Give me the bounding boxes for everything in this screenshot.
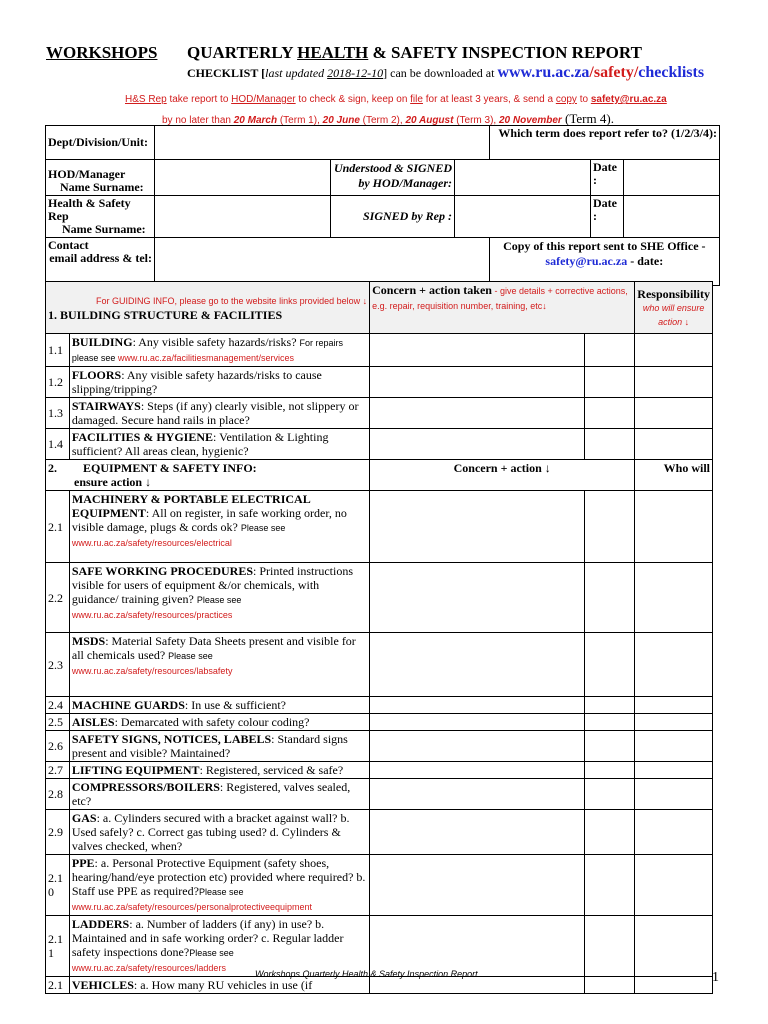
concern-cell[interactable] (370, 731, 585, 762)
inspection-checklist-table (45, 281, 713, 994)
item-text: : Steps (if any) clearly visible, not slippery or damaged. Secure hand rails in place? (71, 399, 359, 427)
action-cell[interactable] (585, 398, 635, 429)
checklist-updated-label: last updated (265, 66, 328, 80)
checklist-row (46, 855, 713, 916)
responsibility-cell[interactable] (635, 714, 713, 731)
action-cell[interactable] (585, 810, 635, 855)
checklist-row (46, 633, 713, 697)
item-number: 2.9 (46, 810, 70, 855)
item-description (69, 855, 369, 916)
rep-label (46, 196, 155, 238)
item-text: : a. Number of ladders (if any) in use? b. Maintained and in safe working order? c. Regular ladder safety inspections done? (71, 917, 344, 959)
item-number: 1.3 (46, 398, 70, 429)
copy-email-link[interactable]: safety@ru.ac.za (545, 254, 628, 268)
item-title: PPE (71, 856, 95, 870)
item-description (69, 334, 369, 367)
item-title: FACILITIES & HYGIENE (71, 430, 214, 444)
item-description (69, 563, 369, 633)
checklist-prefix: CHECKLIST [ (187, 66, 266, 80)
action-cell[interactable] (585, 977, 635, 994)
checklist-row (46, 398, 713, 429)
item-text: : In use & sufficient? (184, 698, 286, 712)
contact-label-a: Contact (48, 238, 89, 252)
item-description (69, 697, 369, 714)
note-hs-rep: H&S Rep (125, 94, 167, 105)
concern-cell[interactable] (370, 563, 585, 633)
responsibility-cell[interactable] (635, 491, 713, 563)
action-cell[interactable] (585, 731, 635, 762)
item-number: 2.3 (46, 633, 70, 697)
checklist-row (46, 367, 713, 398)
item-note: For repairs please see (71, 338, 344, 363)
concern-cell[interactable] (370, 779, 585, 810)
hod-signed-label: Understood & SIGNED by HOD/Manager: (331, 160, 455, 196)
concern-cell[interactable] (370, 810, 585, 855)
item-text: : Registered, valves sealed, etc? (71, 780, 351, 808)
rep-label-a: Health & Safety Rep (48, 196, 131, 223)
item-title: LADDERS (71, 917, 130, 931)
item-number: 2.1 1 (46, 916, 70, 977)
item-text: : Printed instructions visible for users of equipment &/or chemicals, with guidance/ training given? (71, 564, 354, 606)
page-footer: Workshops Quarterly Health & Safety Inspection Report (255, 969, 478, 979)
checklist-row (46, 916, 713, 977)
concern-title: Concern + action taken (372, 283, 492, 297)
action-cell[interactable] (585, 633, 635, 697)
concern-cell[interactable] (370, 697, 585, 714)
concern-cell[interactable] (370, 429, 585, 460)
item-description (69, 810, 369, 855)
item-description (69, 762, 369, 779)
section2-header (46, 460, 370, 491)
term-label: Which term does report refer to? (1/2/3/4): (489, 126, 719, 160)
section2-who: Who will (635, 460, 713, 491)
checklist-row (46, 762, 713, 779)
item-note: Please see (168, 651, 213, 661)
item-title: AISLES (71, 715, 115, 729)
item-link[interactable]: www.ru.ac.za/facilitiesmanagement/services (117, 353, 294, 363)
item-note: Please see (240, 523, 286, 533)
item-text: : All on register, in safe working order, no visible damage, plugs & cords ok? (71, 506, 347, 534)
hod-signature-field[interactable] (455, 160, 591, 196)
item-title: VEHICLES (71, 978, 134, 992)
item-note: Please see (189, 948, 234, 958)
checklist-suffix: ] can be downloaded at (383, 66, 498, 80)
item-title: FLOORS (71, 368, 122, 382)
item-note: Please see (196, 595, 242, 605)
checklist-line (187, 64, 704, 82)
item-description (69, 916, 369, 977)
concern-cell[interactable] (370, 334, 585, 367)
action-cell[interactable] (585, 563, 635, 633)
responsibility-note: who will ensure action ↓ (642, 302, 705, 327)
action-cell[interactable] (585, 855, 635, 916)
section2-sub: ensure action ↓ (74, 475, 152, 489)
item-text: : Ventilation & Lighting sufficient? All areas clean, hygienic? (71, 430, 329, 458)
item-text: : a. Personal Protective Equipment (safety shoes, hearing/hand/eye protection etc) provided where required? b. Staff use PPE as required? (71, 856, 366, 898)
contact-label-b: email address & tel: (49, 251, 152, 265)
item-title: MACHINE GUARDS (71, 698, 185, 712)
contact-label (46, 238, 155, 286)
responsibility-cell[interactable] (635, 429, 713, 460)
concern-cell[interactable] (370, 714, 585, 731)
responsibility-cell[interactable] (635, 977, 713, 994)
section1-header (46, 282, 370, 334)
item-description (69, 398, 369, 429)
item-description (69, 714, 369, 731)
main-heading (187, 43, 642, 63)
item-text: : Any visible safety hazards/risks? (132, 335, 300, 349)
hod-date-field[interactable] (624, 160, 720, 196)
action-cell[interactable] (585, 762, 635, 779)
item-number: 2.1 (46, 977, 70, 994)
rep-date-label: Date : (591, 196, 624, 238)
rep-label-b: Name Surname: (62, 222, 146, 236)
hod-name-field[interactable] (155, 160, 331, 196)
action-cell[interactable] (585, 697, 635, 714)
action-cell[interactable] (585, 916, 635, 977)
item-text: : a. Cylinders secured with a bracket against wall? b. Used safely? c. Correct gas tubing used? d. Cylinders & valves checked, when? (71, 811, 350, 853)
copy-sent-text: Copy of this report sent to SHE Office - (503, 239, 706, 253)
responsibility-cell[interactable] (635, 697, 713, 714)
checklist-row (46, 697, 713, 714)
url-checklists[interactable]: checklists (638, 64, 705, 81)
item-link[interactable]: www.ru.ac.za/safety/resources/electrical (71, 538, 232, 548)
item-description (69, 633, 369, 697)
responsibility-header (635, 282, 713, 334)
concern-cell[interactable] (370, 916, 585, 977)
section2-num: 2. (48, 461, 57, 475)
action-cell[interactable] (585, 491, 635, 563)
hod-label (46, 160, 155, 196)
action-cell[interactable] (585, 334, 635, 367)
item-text: : a. How many RU vehicles in use (if (133, 978, 313, 992)
item-number: 2.7 (46, 762, 70, 779)
item-link[interactable]: www.ru.ac.za/safety/resources/personalprotectiveequipment (71, 902, 312, 912)
item-description (69, 779, 369, 810)
item-title: SAFETY SIGNS, NOTICES, LABELS (71, 732, 272, 746)
rep-date-field[interactable] (624, 196, 720, 238)
action-cell[interactable] (585, 429, 635, 460)
item-number: 2.1 0 (46, 855, 70, 916)
safety-email-link[interactable]: safety@ru.ac.za (590, 94, 667, 105)
item-note: Please see (198, 887, 244, 897)
item-description (69, 977, 369, 994)
item-number: 2.4 (46, 697, 70, 714)
details-table (45, 125, 720, 286)
concern-cell[interactable] (370, 367, 585, 398)
checklist-row (46, 810, 713, 855)
concern-cell[interactable] (370, 762, 585, 779)
responsibility-cell[interactable] (635, 334, 713, 367)
url-domain[interactable]: www.ru.ac.za (497, 64, 590, 81)
note-text: to (576, 94, 591, 105)
action-cell[interactable] (585, 714, 635, 731)
responsibility-cell[interactable] (635, 762, 713, 779)
concern-cell[interactable] (370, 491, 585, 563)
responsibility-cell[interactable] (635, 563, 713, 633)
item-title: MSDS (71, 634, 106, 648)
note-file: file (410, 94, 423, 105)
hod-label-a: HOD/Manager (48, 167, 126, 181)
hod-date-label: Date : (591, 160, 624, 196)
rep-name-field[interactable] (155, 196, 331, 238)
deadline-term2: 20 June (322, 115, 360, 126)
item-link[interactable]: www.ru.ac.za/safety/resources/ladders (71, 963, 226, 973)
item-text: : Any visible safety hazards/risks to cause slipping/tripping? (71, 368, 322, 396)
responsibility-cell[interactable] (635, 810, 713, 855)
responsibility-cell[interactable] (635, 916, 713, 977)
item-description (69, 429, 369, 460)
deadline-term1: 20 March (233, 115, 278, 126)
checklist-url-link[interactable] (497, 64, 704, 81)
item-number: 1.4 (46, 429, 70, 460)
note-text: by no later than (162, 115, 234, 126)
concern-note: - give details + corrective actions, e.g. repair, requisition number, training, etc↓ (372, 286, 628, 311)
note-copy: copy (555, 94, 577, 105)
concern-cell[interactable] (370, 977, 585, 994)
checklist-row (46, 429, 713, 460)
checklist-row (46, 714, 713, 731)
responsibility-cell[interactable] (635, 855, 713, 916)
item-number: 2.1 (46, 491, 70, 563)
concern-cell[interactable] (370, 398, 585, 429)
concern-cell[interactable] (370, 633, 585, 697)
item-text: : Standard signs present and visible? Maintained? (71, 732, 348, 760)
item-title: MACHINERY & PORTABLE ELECTRICAL EQUIPMENT (71, 492, 311, 520)
action-cell[interactable] (585, 367, 635, 398)
item-number: 2.8 (46, 779, 70, 810)
item-title: BUILDING (71, 335, 133, 349)
dept-label: Dept/Division/Unit: (46, 126, 155, 160)
url-safety[interactable]: /safety/ (589, 64, 639, 81)
note-text: (Term 2), (359, 115, 406, 126)
workshops-heading: WORKSHOPS (46, 43, 158, 62)
item-description (69, 491, 369, 563)
note-text: (Term 1), (277, 115, 323, 126)
item-link[interactable]: www.ru.ac.za/safety/resources/practices (71, 610, 233, 620)
concern-cell[interactable] (370, 855, 585, 916)
rep-signature-field[interactable] (455, 196, 591, 238)
item-title: LIFTING EQUIPMENT (71, 763, 200, 777)
action-cell[interactable] (585, 779, 635, 810)
item-title: SAFE WORKING PROCEDURES (71, 564, 254, 578)
checklist-row (46, 491, 713, 563)
checklist-row (46, 779, 713, 810)
checklist-row (46, 731, 713, 762)
responsibility-title: Responsibility (637, 286, 710, 301)
item-description (69, 367, 369, 398)
note-text: for at least 3 years, & send a (422, 94, 556, 105)
contact-field[interactable] (155, 238, 490, 286)
item-number: 2.2 (46, 563, 70, 633)
item-number: 1.2 (46, 367, 70, 398)
responsibility-cell[interactable] (635, 731, 713, 762)
deadline-term4: 20 November (498, 115, 562, 126)
copy-sent-label (489, 238, 719, 286)
item-number: 2.5 (46, 714, 70, 731)
main-heading-b: & SAFETY INSPECTION REPORT (368, 43, 642, 62)
copy-date-text: - date: (627, 254, 664, 268)
item-title: STAIRWAYS (71, 399, 141, 413)
item-title: COMPRESSORS/BOILERS (71, 780, 220, 794)
hod-label-b: Name Surname: (60, 180, 144, 194)
section1-title: 1. BUILDING STRUCTURE & FACILITIES (48, 307, 283, 322)
responsibility-cell[interactable] (635, 367, 713, 398)
guiding-info-note: For GUIDING INFO, please go to the website links provided below ↓ (96, 295, 368, 306)
item-number: 1.1 (46, 334, 70, 367)
section2-concern: Concern + action ↓ (370, 460, 635, 491)
checklist-row (46, 563, 713, 633)
item-text: : Material Safety Data Sheets present and visible for all chemicals used? (71, 634, 356, 662)
item-description (69, 731, 369, 762)
concern-header (370, 282, 635, 334)
item-number: 2.6 (46, 731, 70, 762)
section2-title: EQUIPMENT & SAFETY INFO: (83, 461, 257, 475)
page-number: 1 (712, 970, 719, 985)
item-text: : Demarcated with safety colour coding? (114, 715, 310, 729)
note-hod: HOD/Manager (231, 94, 296, 105)
rep-signed-label: SIGNED by Rep : (331, 196, 455, 238)
checklist-date: 2018-12-10 (327, 66, 384, 80)
main-heading-health: HEALTH (297, 43, 369, 62)
checklist-row (46, 334, 713, 367)
responsibility-cell[interactable] (635, 398, 713, 429)
responsibility-cell[interactable] (635, 633, 713, 697)
item-link[interactable]: www.ru.ac.za/safety/resources/labsafety (71, 666, 233, 676)
note-text: (Term 3), (453, 115, 499, 126)
note-text: to check & sign, keep on (295, 94, 411, 105)
main-heading-a: QUARTERLY (187, 43, 298, 62)
item-text: : Registered, serviced & safe? (199, 763, 344, 777)
item-title: GAS (71, 811, 97, 825)
checklist-row (46, 977, 713, 994)
deadline-term3: 20 August (405, 115, 454, 126)
note-text: take report to (166, 94, 232, 105)
dept-field[interactable] (155, 126, 490, 160)
instruction-line-1 (125, 94, 667, 105)
note-term4: (Term 4). (561, 111, 614, 126)
responsibility-cell[interactable] (635, 779, 713, 810)
